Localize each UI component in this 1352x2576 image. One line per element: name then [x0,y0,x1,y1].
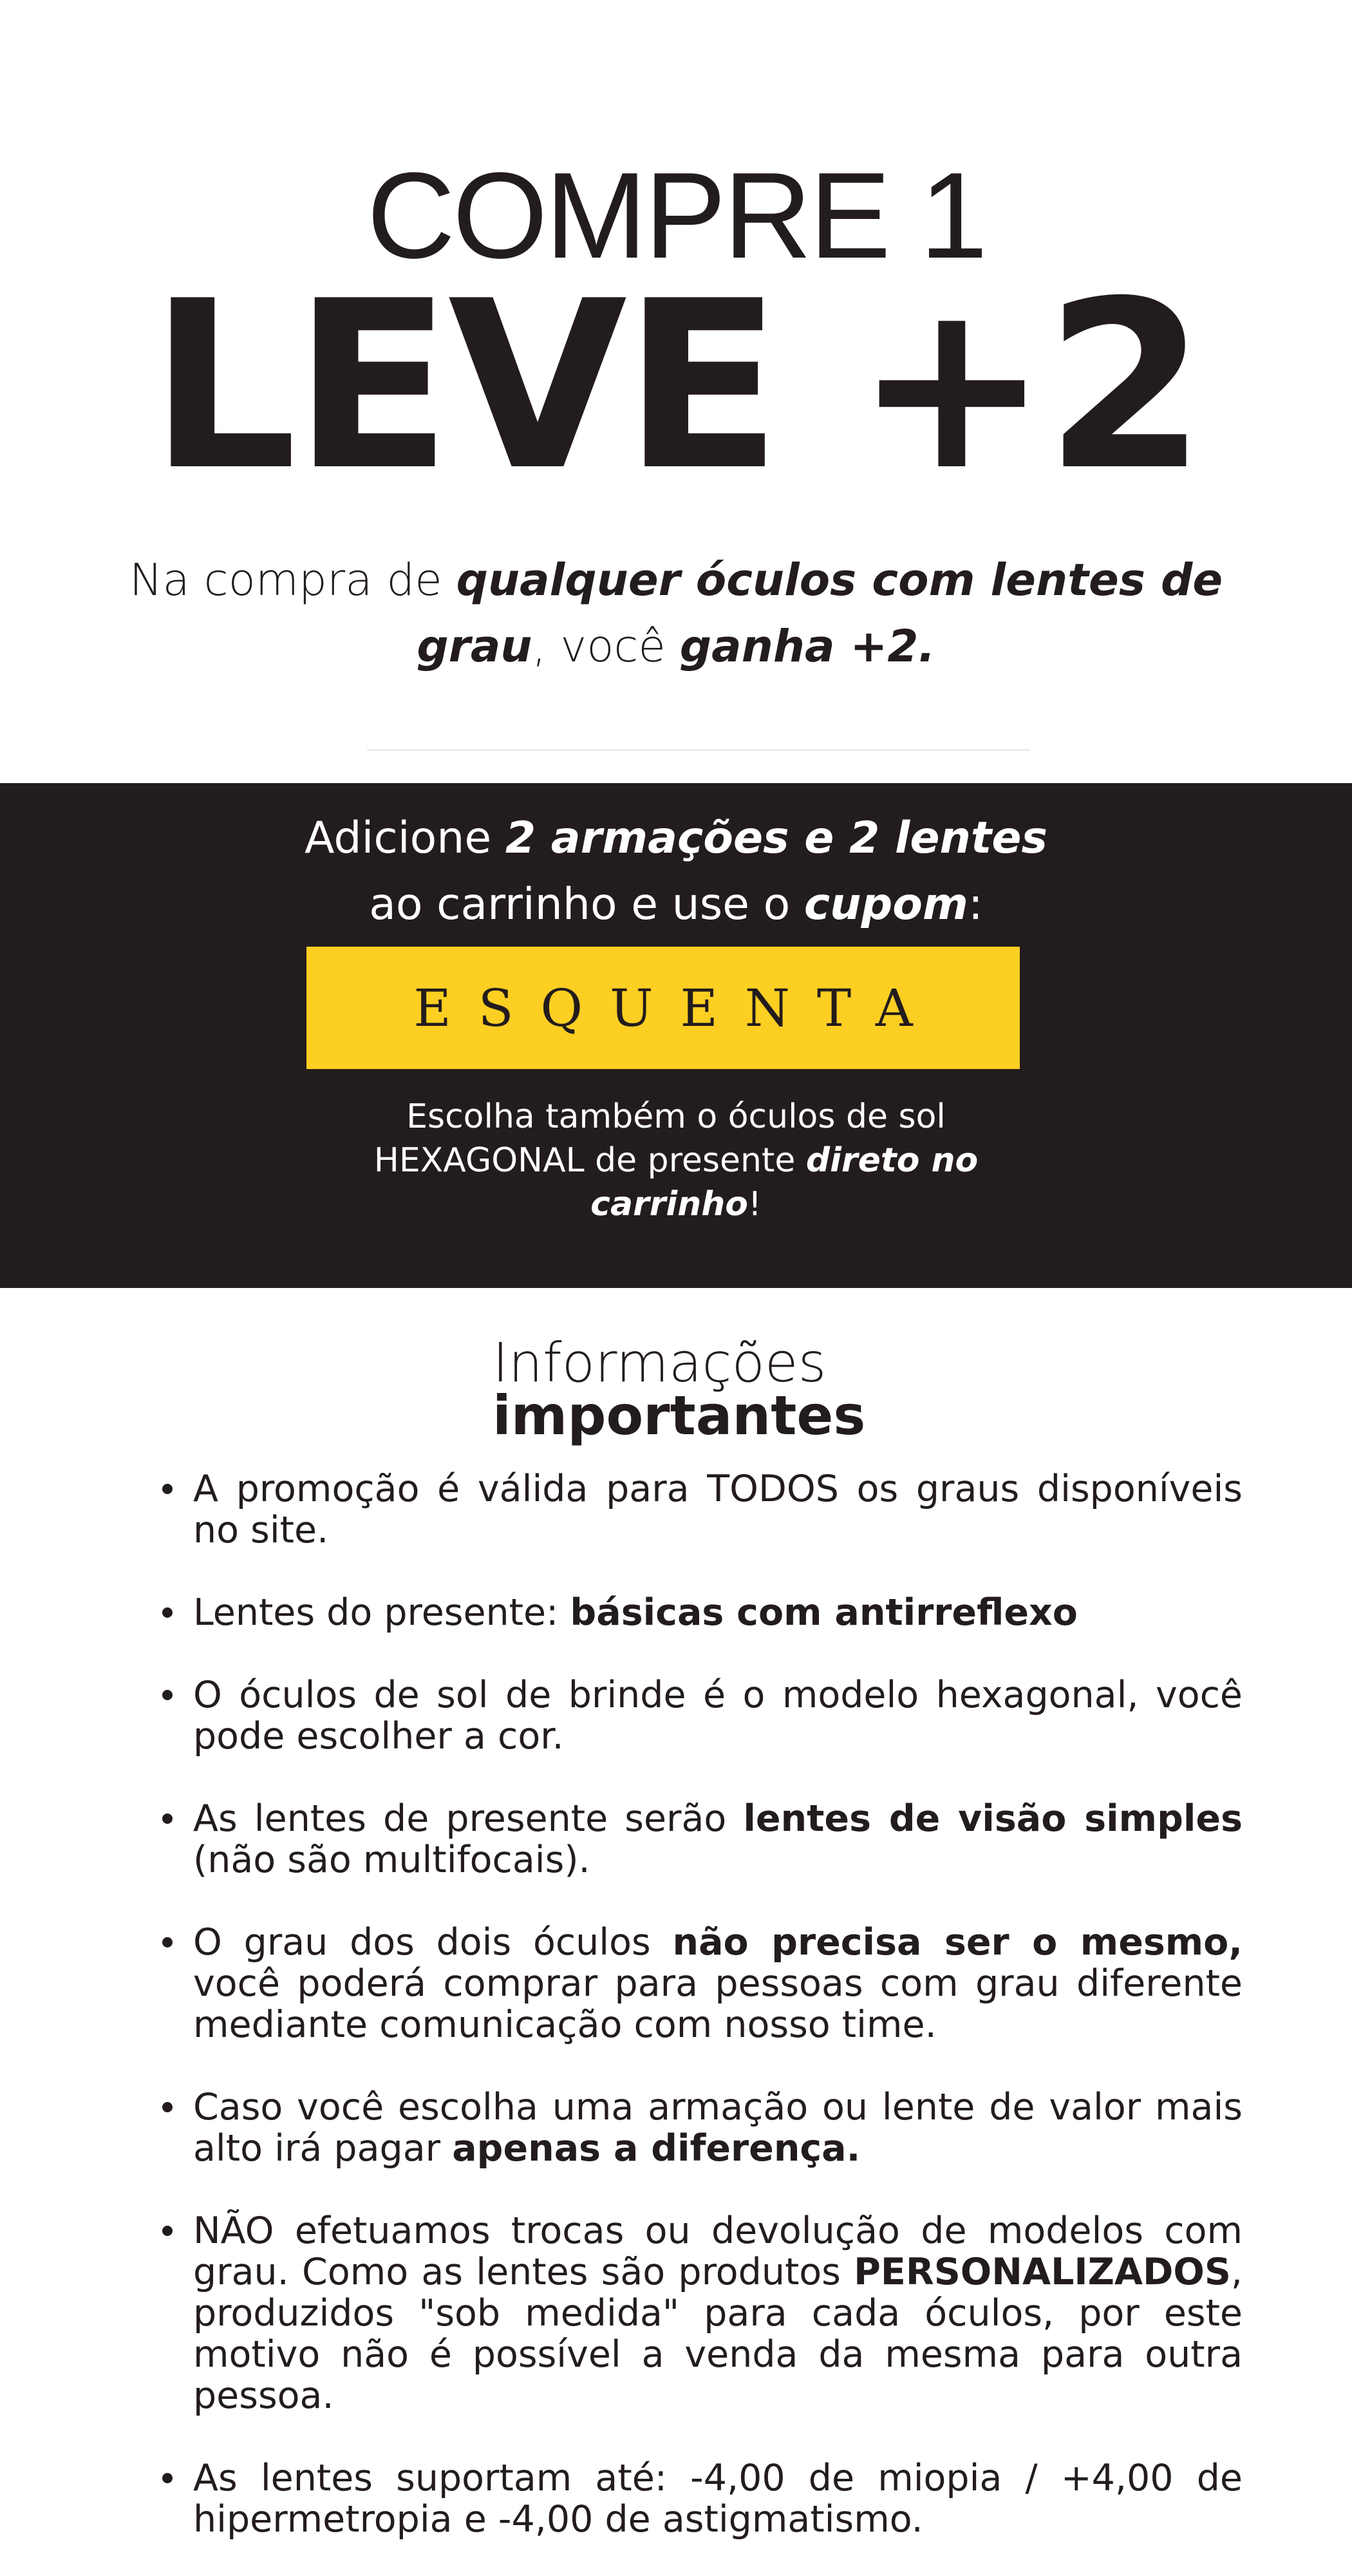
list-item [193,1592,1243,1633]
gift-text-2: ! [747,1185,762,1224]
promo-headline-main: LEVE +2 [149,251,1203,521]
list-item [193,1922,1243,2045]
cta-text-1: Adicione [305,813,505,864]
intro-emphasis-2: ganha +2. [679,621,935,672]
list-item [193,2087,1243,2169]
list-item-text: Lentes do presente: [193,1591,570,1634]
list-item [193,1674,1243,1757]
cta-emphasis-1: 2 armações e 2 lentes [505,813,1047,864]
intro-text-2: , você [532,621,680,672]
list-item-bold: apenas a diferença. [452,2127,861,2170]
list-item [193,1798,1243,1880]
gift-emphasis: direto no carrinho [590,1141,979,1224]
list-item-text-after: você poderá comprar para pessoas com grau diferente mediante comunicação com nosso time. [193,1962,1243,2046]
list-item-text-after: , produzidos "sob medida" para cada óculos, por este motivo não é possível a venda da mesma para outra pessoa. [193,2251,1243,2417]
coupon-code: ESQUENTA [413,978,940,1038]
list-item-bold: não precisa ser o mesmo, [672,1921,1243,1964]
cta-text-3: : [968,879,983,930]
info-title-bold: importantes [493,1384,866,1447]
gift-text-1: Escolha também o óculos de sol HEXAGONAL de presente [373,1097,946,1180]
list-item-bold: PERSONALIZADOS [854,2251,1231,2293]
list-item-text: As lentes suportam até: -4,00 de miopia / +4,00 de hipermetropia e -4,00 de astigmatismo. [193,2457,1243,2541]
list-item-text: O óculos de sol de brinde é o modelo hexagonal, você pode escolher a cor. [193,1674,1243,1757]
list-item-text: A promoção é válida para TODOS os graus disponíveis no site. [193,1468,1243,1551]
list-item-text: Caso você escolha uma armação ou lente de valor mais alto irá pagar [193,2086,1243,2170]
list-item [193,1468,1243,1551]
info-title [493,1331,943,1447]
list-item-text-after: (não são multifocais). [193,1839,590,1881]
list-item-text: NÃO efetuamos trocas ou devolução de modelos com grau. Como as lentes são produtos [193,2210,1243,2293]
list-item [193,2210,1243,2416]
info-title-light: Informações [493,1331,827,1394]
cta-text-2: ao carrinho e use o [369,879,804,930]
gift-note [309,1095,1043,1226]
list-item-text: O grau dos dois óculos [193,1921,673,1964]
intro-emphasis-1: qualquer óculos com lentes de grau [417,554,1223,672]
section-divider [367,749,1030,751]
info-list [193,1468,1243,2576]
list-item-text: As lentes de presente serão [193,1797,744,1840]
list-item [193,2458,1243,2540]
promo-headline-top: COMPRE 1 [366,147,986,284]
coupon-instructions [0,805,1352,938]
cta-emphasis-2: cupom [803,879,968,930]
list-item-bold: básicas com antirreflexo [570,1591,1078,1634]
promo-intro [97,547,1255,680]
list-item-bold: lentes de visão simples [743,1797,1243,1840]
coupon-code-box[interactable] [306,947,1020,1069]
intro-text-1: Na compra de [129,554,456,606]
